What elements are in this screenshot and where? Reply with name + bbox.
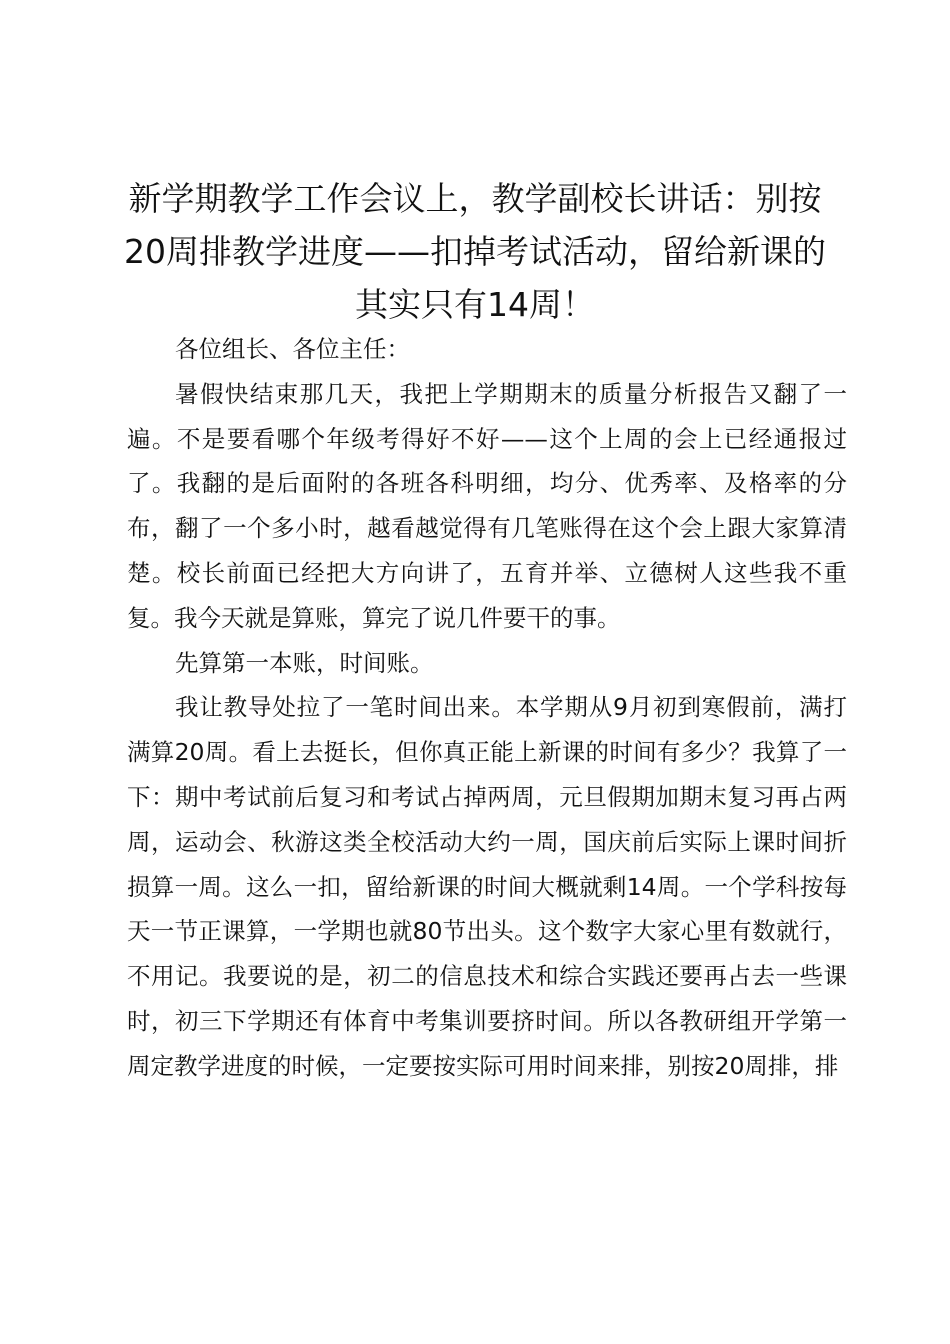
body-paragraph: 暑假快结束那几天，我把上学期期末的质量分析报告又翻了一遍。不是要看哪个年级考得好不好——这个上周的会上已经通报过了。我翻的是后面附的各班各科明细，均分、优秀率、及格率的分布，翻了一个多小时，越看越觉得有几笔账得在这个会上跟大家算清楚。校长前面已经把大方向讲了，五育并举、立德树人这些我不重复。我今天就是算账，算完了说几件要干的事。 — [127, 379, 847, 632]
document-body — [127, 327, 847, 1089]
document-title: 新学期教学工作会议上，教学副校长讲话：别按20周排教学进度——扣掉考试活动，留给新课的其实只有14周！ — [124, 179, 826, 324]
body-paragraph: 我让教导处拉了一笔时间出来。本学期从9月初到寒假前，满打满算20周。看上去挺长，但你真正能上新课的时间有多少？我算了一下：期中考试前后复习和考试占掉两周，元旦假期加期末复习再占两周，运动会、秋游这类全校活动大约一周，国庆前后实际上课时间折损算一周。这么一扣，留给新课的时间大概就剩14周。一个学科按每天一节正课算，一学期也就80节出头。这个数字大家心里有数就行，不用记。我要说的是，初二的信息技术和综合实践还要再占去一些课时，初三下学期还有体育中考集训要挤时间。所以各教研组开学第一周定教学进度的时候，一定要按实际可用时间来排，别按20周排，排 — [127, 693, 847, 1080]
salutation-paragraph: 各位组长、各位主任： — [175, 335, 410, 363]
section-heading-paragraph: 先算第一本账，时间账。 — [175, 648, 434, 677]
